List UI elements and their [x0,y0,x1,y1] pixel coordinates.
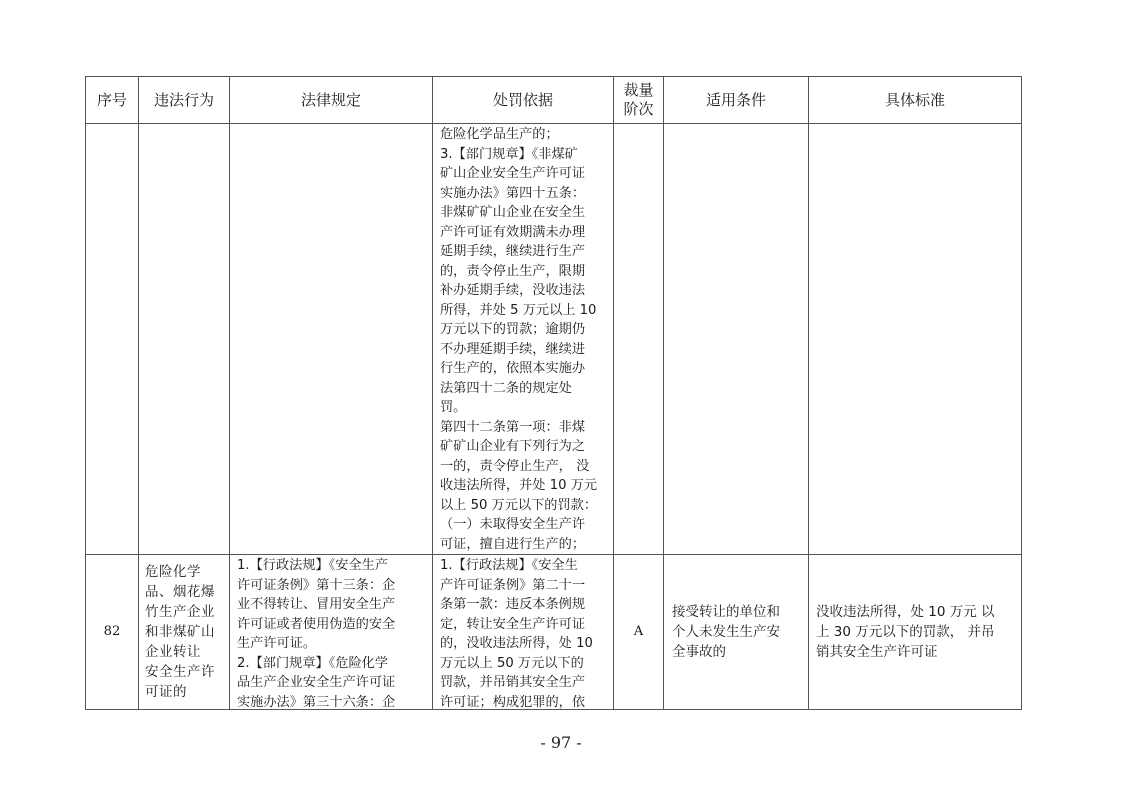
text-line: 行生产的，依照本实施办 [440,361,586,376]
text-line: 的，责令停止生产，限期 [440,263,586,279]
cell-seq: 82 [86,555,139,710]
text-line: 危险化学品生产的； [440,127,559,142]
text-line: 销其安全生产许可证 [816,644,938,660]
table-row [86,555,1022,710]
text-line: 以上 50 万元以下的罚款： [440,497,598,513]
text-line: 定，转让安全生产许可证 [440,616,586,632]
cell-standard [809,124,1022,555]
text-line: 没收违法所得，处 10 万元 以 [816,604,995,620]
text-line: 1.【行政法规】《安全生产 [237,558,389,573]
text-line: 万元以上 50 万元以下的 [440,655,584,671]
text-line: 上 30 万元以下的罚款， 并吊 [816,624,995,640]
cell-basis [433,124,614,555]
header-seq: 序号 [86,77,139,124]
text-line: 2.【部门规章】《危险化学 [237,655,389,671]
regulation-table [85,76,1022,710]
table-row [86,124,1022,555]
text-line: 补办延期手续，没收违法 [440,283,586,298]
text-line: 个人未发生生产安 [672,624,780,640]
text-line: 收违法所得，并处 10 万元 [440,478,598,493]
text-line: 3.【部门规章】《非煤矿 [440,146,578,162]
text-line: 1.【行政法规】《安全生 [440,558,578,573]
cell-violation [139,124,230,555]
header-violation: 违法行为 [139,77,230,124]
text-line: 可证，擅自进行生产的； [440,536,586,552]
text-line: 可证的 [145,684,187,700]
text-line: 不办理延期手续，继续进 [440,341,586,357]
text-line: 危险化学 [145,564,201,580]
header-law: 法律规定 [230,77,433,124]
text-line: 第四十二条第一项：非煤 [440,419,586,435]
condition-text [664,602,808,662]
cell-condition [664,555,809,710]
text-line: 许可证或者使用伪造的安全 [237,616,396,632]
text-line: 企业转让 [145,644,201,660]
cell-basis [433,555,614,710]
text-line: 非煤矿矿山企业在安全生 [440,205,586,220]
text-line: 所得，并处 5 万元以上 10 [440,302,597,318]
text-line: （一）未取得安全生产许 [440,517,586,532]
basis-text [433,124,613,554]
cell-level [614,124,664,555]
text-line: 和非煤矿山 [145,624,215,640]
header-standard: 具体标准 [809,77,1022,124]
text-line: 万元以下的罚款；逾期仍 [440,322,586,337]
cell-level: A [614,555,664,710]
text-line: 罚款，并吊销其安全生产 [440,675,586,690]
text-line: 竹生产企业 [145,604,215,620]
text-line: 安全生产许 [145,664,215,680]
text-line: 许可证条例》第十三条：企 [237,577,396,593]
cell-violation [139,555,230,710]
text-line: 品、烟花爆 [145,584,215,600]
cell-condition [664,124,809,555]
text-line: 生产许可证。 [237,636,317,651]
text-line: 接受转让的单位和 [672,604,780,620]
text-line: 许可证；构成犯罪的，依 [440,694,586,709]
text-line: 矿矿山企业有下列行为之 [440,439,586,454]
text-line: 延期手续，继续进行生产 [440,244,586,259]
text-line: 条第一款：违反本条例规 [440,597,586,612]
text-line: 品生产企业安全生产许可证 [237,675,396,690]
violation-text [139,562,229,702]
text-line: 法第四十二条的规定处 [440,380,572,396]
cell-law [230,555,433,710]
text-line: 矿山企业安全生产许可证 [440,166,586,181]
text-line: 一的，责令停止生产， 没 [440,458,590,474]
header-level: 裁量 阶次 [614,77,664,124]
text-line: 实施办法》第四十五条： [440,185,586,201]
text-line: 业不得转让、冒用安全生产 [237,597,396,612]
text-line: 产许可证有效期满未办理 [440,224,586,240]
text-line: 的，没收违法所得，处 10 [440,636,593,651]
basis-text [433,555,613,709]
cell-standard [809,555,1022,710]
text-line: 全事故的 [672,644,726,660]
text-line: 产许可证条例》第二十一 [440,577,586,593]
standard-text [809,602,1021,662]
page-number: - 97 - [540,733,582,752]
table-header-row [86,77,1022,124]
header-basis: 处罚依据 [433,77,614,124]
text-line: 罚。 [440,400,467,415]
cell-law [230,124,433,555]
law-text [230,555,432,709]
cell-seq [86,124,139,555]
header-condition: 适用条件 [664,77,809,124]
text-line: 实施办法》第三十六条：企 [237,694,396,709]
